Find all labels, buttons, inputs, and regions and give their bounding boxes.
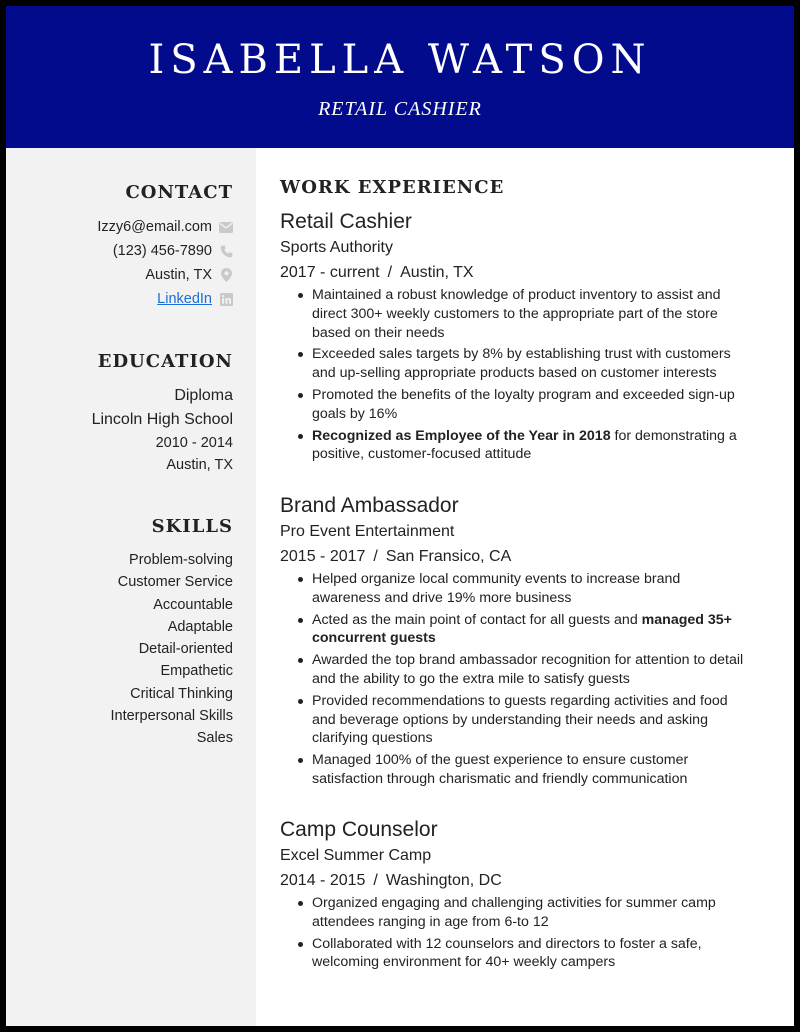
job-company: Sports Authority	[280, 239, 393, 256]
contact-location	[13, 263, 233, 287]
job-bullets	[280, 570, 750, 789]
contact-phone	[13, 239, 233, 263]
bullet-item: Provided recommendations to guests regarding activities and food and beverage options by understanding their needs and asking clarifying questions	[312, 692, 750, 748]
job-location: Austin, TX	[400, 264, 474, 281]
bullet-item: Exceeded sales targets by 8% by establishing trust with customers and up-selling appropriate products based on customer interests	[312, 345, 750, 383]
job-title: Retail Cashier	[280, 210, 412, 233]
education-section	[13, 351, 233, 476]
candidate-role: RETAIL CASHIER	[318, 98, 482, 120]
job-entry	[280, 492, 750, 792]
candidate-name: ISABELLA WATSON	[148, 37, 652, 83]
skill-item: Accountable	[153, 596, 233, 613]
job-company: Excel Summer Camp	[280, 847, 432, 864]
job-bullets	[280, 894, 750, 972]
resume-header	[6, 6, 794, 148]
job-dates: 2014 - 2015	[280, 872, 366, 889]
skill-item: Empathetic	[160, 663, 233, 680]
skill-item: Customer Service	[117, 574, 233, 591]
job-company: Pro Event Entertainment	[280, 523, 455, 540]
linkedin-icon	[219, 292, 233, 306]
job-location: Washington, DC	[385, 872, 502, 889]
job-title: Brand Ambassador	[280, 494, 459, 517]
job-title: Camp Counselor	[280, 818, 438, 841]
sidebar	[6, 148, 256, 1026]
email-text: Izzy6@email.com	[97, 219, 212, 235]
job-meta	[280, 544, 750, 570]
envelope-icon	[219, 220, 233, 234]
job-entry	[280, 208, 750, 467]
bullet-item: Recognized as Employee of the Year in 2018 for demonstrating a positive, customer-focused attitude	[312, 427, 750, 465]
job-entry	[280, 816, 750, 975]
bullet-item: Helped organize local community events to increase brand awareness and drive 19% more business	[312, 570, 750, 608]
job-meta	[280, 868, 750, 894]
phone-text: (123) 456-7890	[112, 243, 212, 259]
contact-email	[13, 215, 233, 239]
bullet-item: Collaborated with 12 counselors and directors to foster a safe, welcoming environment for 40+ weekly campers	[312, 935, 750, 973]
resume-page	[6, 6, 794, 1026]
skill-item: Interpersonal Skills	[110, 708, 233, 725]
job-meta-separator: /	[373, 548, 378, 565]
bullet-item: Maintained a robust knowledge of product inventory to assist and direct 300+ weekly customers to the appropriate part of the store based on their needs	[312, 286, 750, 342]
location-text: Austin, TX	[145, 267, 212, 283]
education-years: 2010 - 2014	[155, 435, 233, 451]
bullet-item: Acted as the main point of contact for all guests and managed 35+ concurrent guests	[312, 611, 750, 649]
skills-section	[13, 516, 233, 750]
job-bullets	[280, 286, 750, 464]
job-meta	[280, 260, 750, 286]
phone-icon	[219, 244, 233, 258]
skill-item: Detail-oriented	[138, 641, 233, 658]
bullet-item: Managed 100% of the guest experience to ensure customer satisfaction through charismatic and friendly communication	[312, 751, 750, 789]
skills-heading: SKILLS	[151, 516, 233, 537]
map-pin-icon	[219, 268, 233, 282]
work-experience-heading: WORK EXPERIENCE	[280, 177, 505, 198]
job-meta-separator: /	[387, 264, 393, 281]
skill-item: Critical Thinking	[130, 685, 233, 702]
skill-item: Adaptable	[167, 618, 233, 635]
job-dates: 2015 - 2017	[280, 548, 366, 565]
bullet-item: Awarded the top brand ambassador recognition for attention to detail and the ability to go the extra mile to satisfy guests	[312, 651, 750, 689]
skill-item: Problem-solving	[129, 552, 233, 568]
job-location: San Fransico, CA	[385, 548, 512, 565]
education-degree: Diploma	[174, 387, 233, 404]
education-location: Austin, TX	[166, 457, 233, 473]
bullet-item: Organized engaging and challenging activities for summer camp attendees ranging in age from 6-to 12	[312, 894, 750, 932]
contact-heading: CONTACT	[125, 182, 233, 203]
skill-item: Sales	[196, 730, 233, 747]
contact-linkedin	[13, 287, 233, 311]
bullet-item: Promoted the benefits of the loyalty program and exceeded sign-up goals by 16%	[312, 386, 750, 424]
job-dates: 2017 - current	[280, 264, 380, 281]
contact-section	[13, 182, 233, 311]
education-school: Lincoln High School	[91, 411, 233, 428]
job-meta-separator: /	[373, 872, 378, 889]
linkedin-link[interactable]: LinkedIn	[157, 291, 212, 307]
education-heading: EDUCATION	[97, 351, 233, 372]
